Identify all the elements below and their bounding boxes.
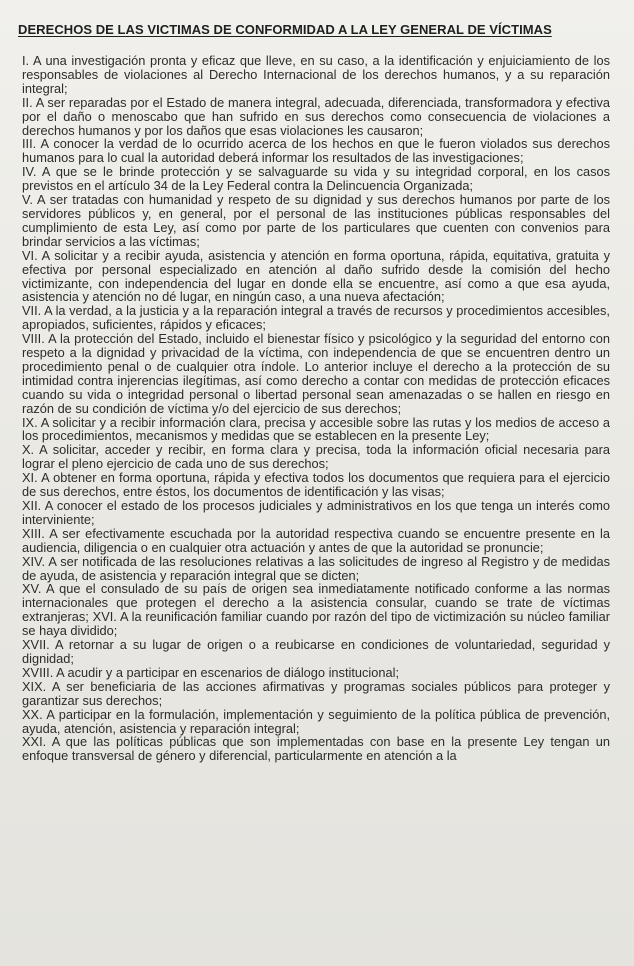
document-title: DERECHOS DE LAS VICTIMAS DE CONFORMIDAD A LA LEY GENERAL DE VÍCTIMAS: [18, 22, 552, 37]
paragraph-article-xii: XII. A conocer el estado de los procesos judiciales y administrativos en los que tenga un interés como interviniente;: [22, 498, 610, 527]
paragraph-article-xiii: XIII. A ser efectivamente escuchada por la autoridad respectiva cuando se encuentre presente en la audiencia, diligencia o en cualquier otra actuación y antes de que la autoridad se pronuncie;: [22, 525, 610, 555]
paragraph-article-x: X. A solicitar, acceder y recibir, en forma clara y precisa, toda la información oficial necesaria para lograr el pleno ejercicio de cada uno de sus derechos;: [22, 442, 610, 472]
paragraph-article-iv: IV. A que se le brinde protección y se salvaguarde su vida y su integridad corporal, en los casos previstos en el artículo 34 de la Ley Federal contra la Delincuencia Organizada;: [22, 164, 610, 194]
paragraph-article-xx: XX. A participar en la formulación, implementación y seguimiento de la política pública de prevención, ayuda, atención, asistencia y reparación integral;: [22, 706, 610, 736]
paragraph-article-xi: XI. A obtener en forma oportuna, rápida y efectiva todos los documentos que requiera para el ejercicio de sus derechos, entre éstos, los documentos de identificación y las visas;: [22, 470, 610, 500]
paragraph-article-xviii: XVIII. A acudir y a participar en escenarios de diálogo institucional;: [22, 664, 400, 680]
paragraph-article-xv-xvi: XV. A que el consulado de su país de origen sea inmediatamente notificado conforme a las normas internacionales que protegen el derecho a la asistencia consular, cuando se trate de víctimas extranjeras; XVI. A la reunificación familiar cuando por razón del tipo de victimización su núcleo familiar se haya dividido;: [22, 581, 610, 639]
document-body: [18, 54, 610, 763]
paragraph-article-xvii: XVII. A retornar a su lugar de origen o a reubicarse en condiciones de voluntariedad, seguridad y dignidad;: [22, 637, 610, 666]
paragraph-article-i: I. A una investigación pronta y eficaz que lleve, en su caso, a la identificación y enjuiciamiento de los responsables de violaciones al Derecho Internacional de los derechos humanos, y a su reparación integral;: [22, 53, 610, 96]
paragraph-article-vii: VII. A la verdad, a la justicia y a la reparación integral a través de recursos y procedimientos accesibles, apropiados, suficientes, rápidos y eficaces;: [22, 303, 610, 333]
paragraph-article-ii: II. A ser reparadas por el Estado de manera integral, adecuada, diferenciada, transformadora y efectiva por el daño o menoscabo que han sufrido en sus derechos como consecuencia de violaciones a derechos humanos y por los daños que esas violaciones les causaron;: [22, 94, 610, 138]
paragraph-article-iii: III. A conocer la verdad de lo ocurrido acerca de los hechos en que le fueron violados sus derechos humanos para lo cual la autoridad deberá informar los resultados de las investigaciones;: [22, 136, 610, 166]
paragraph-article-viii: VIII. A la protección del Estado, incluido el bienestar físico y psicológico y la seguridad del entorno con respeto a la dignidad y privacidad de la víctima, con independencia de que se encuentren dentro un procedimiento penal o de cualquier otra índole. Lo anterior incluye el derecho a la protección de su intimidad contra injerencias ilegítimas, así como derecho a contar con medidas de protección eficaces cuando su vida o integridad personal o libertad personal sean amenazadas o se hallen en riesgo en razón de su condición de víctima y/o del ejercicio de sus derechos;: [22, 331, 610, 416]
paragraph-article-xxi: XXI. A que las políticas públicas que son implementadas con base en la presente Ley tengan un enfoque transversal de género y diferencial, particularmente en atención a la: [22, 734, 610, 764]
paragraph-article-xix: XIX. A ser beneficiaria de las acciones afirmativas y programas sociales públicos para proteger y garantizar sus derechos;: [22, 678, 610, 708]
paragraph-article-xiv: XIV. A ser notificada de las resoluciones relativas a las solicitudes de ingreso al Registro y de medidas de ayuda, de asistencia y reparación integral que se dicten;: [22, 553, 610, 583]
paragraph-article-vi: VI. A solicitar y a recibir ayuda, asistencia y atención en forma oportuna, rápida, equitativa, gratuita y efectiva por personal especializado en atención al daño sufrido desde la comisión del hecho victimizante, con independencia del lugar en donde ella se encuentre, así como a que esa ayuda, asistencia y atención no dé lugar, en ningún caso, a una nueva afectación;: [22, 247, 610, 305]
paragraph-article-ix: IX. A solicitar y a recibir información clara, precisa y accesible sobre las rutas y los medios de acceso a los procedimientos, mecanismos y medidas que se establecen en la presente Ley;: [22, 414, 610, 444]
paragraph-article-v: V. A ser tratadas con humanidad y respeto de su dignidad y sus derechos humanos por parte de los servidores públicos y, en general, por el personal de las instituciones públicas responsables del cumplimiento de esta Ley, así como por parte de los particulares que cuenten con convenios para brindar servicios a las víctimas;: [22, 192, 610, 249]
